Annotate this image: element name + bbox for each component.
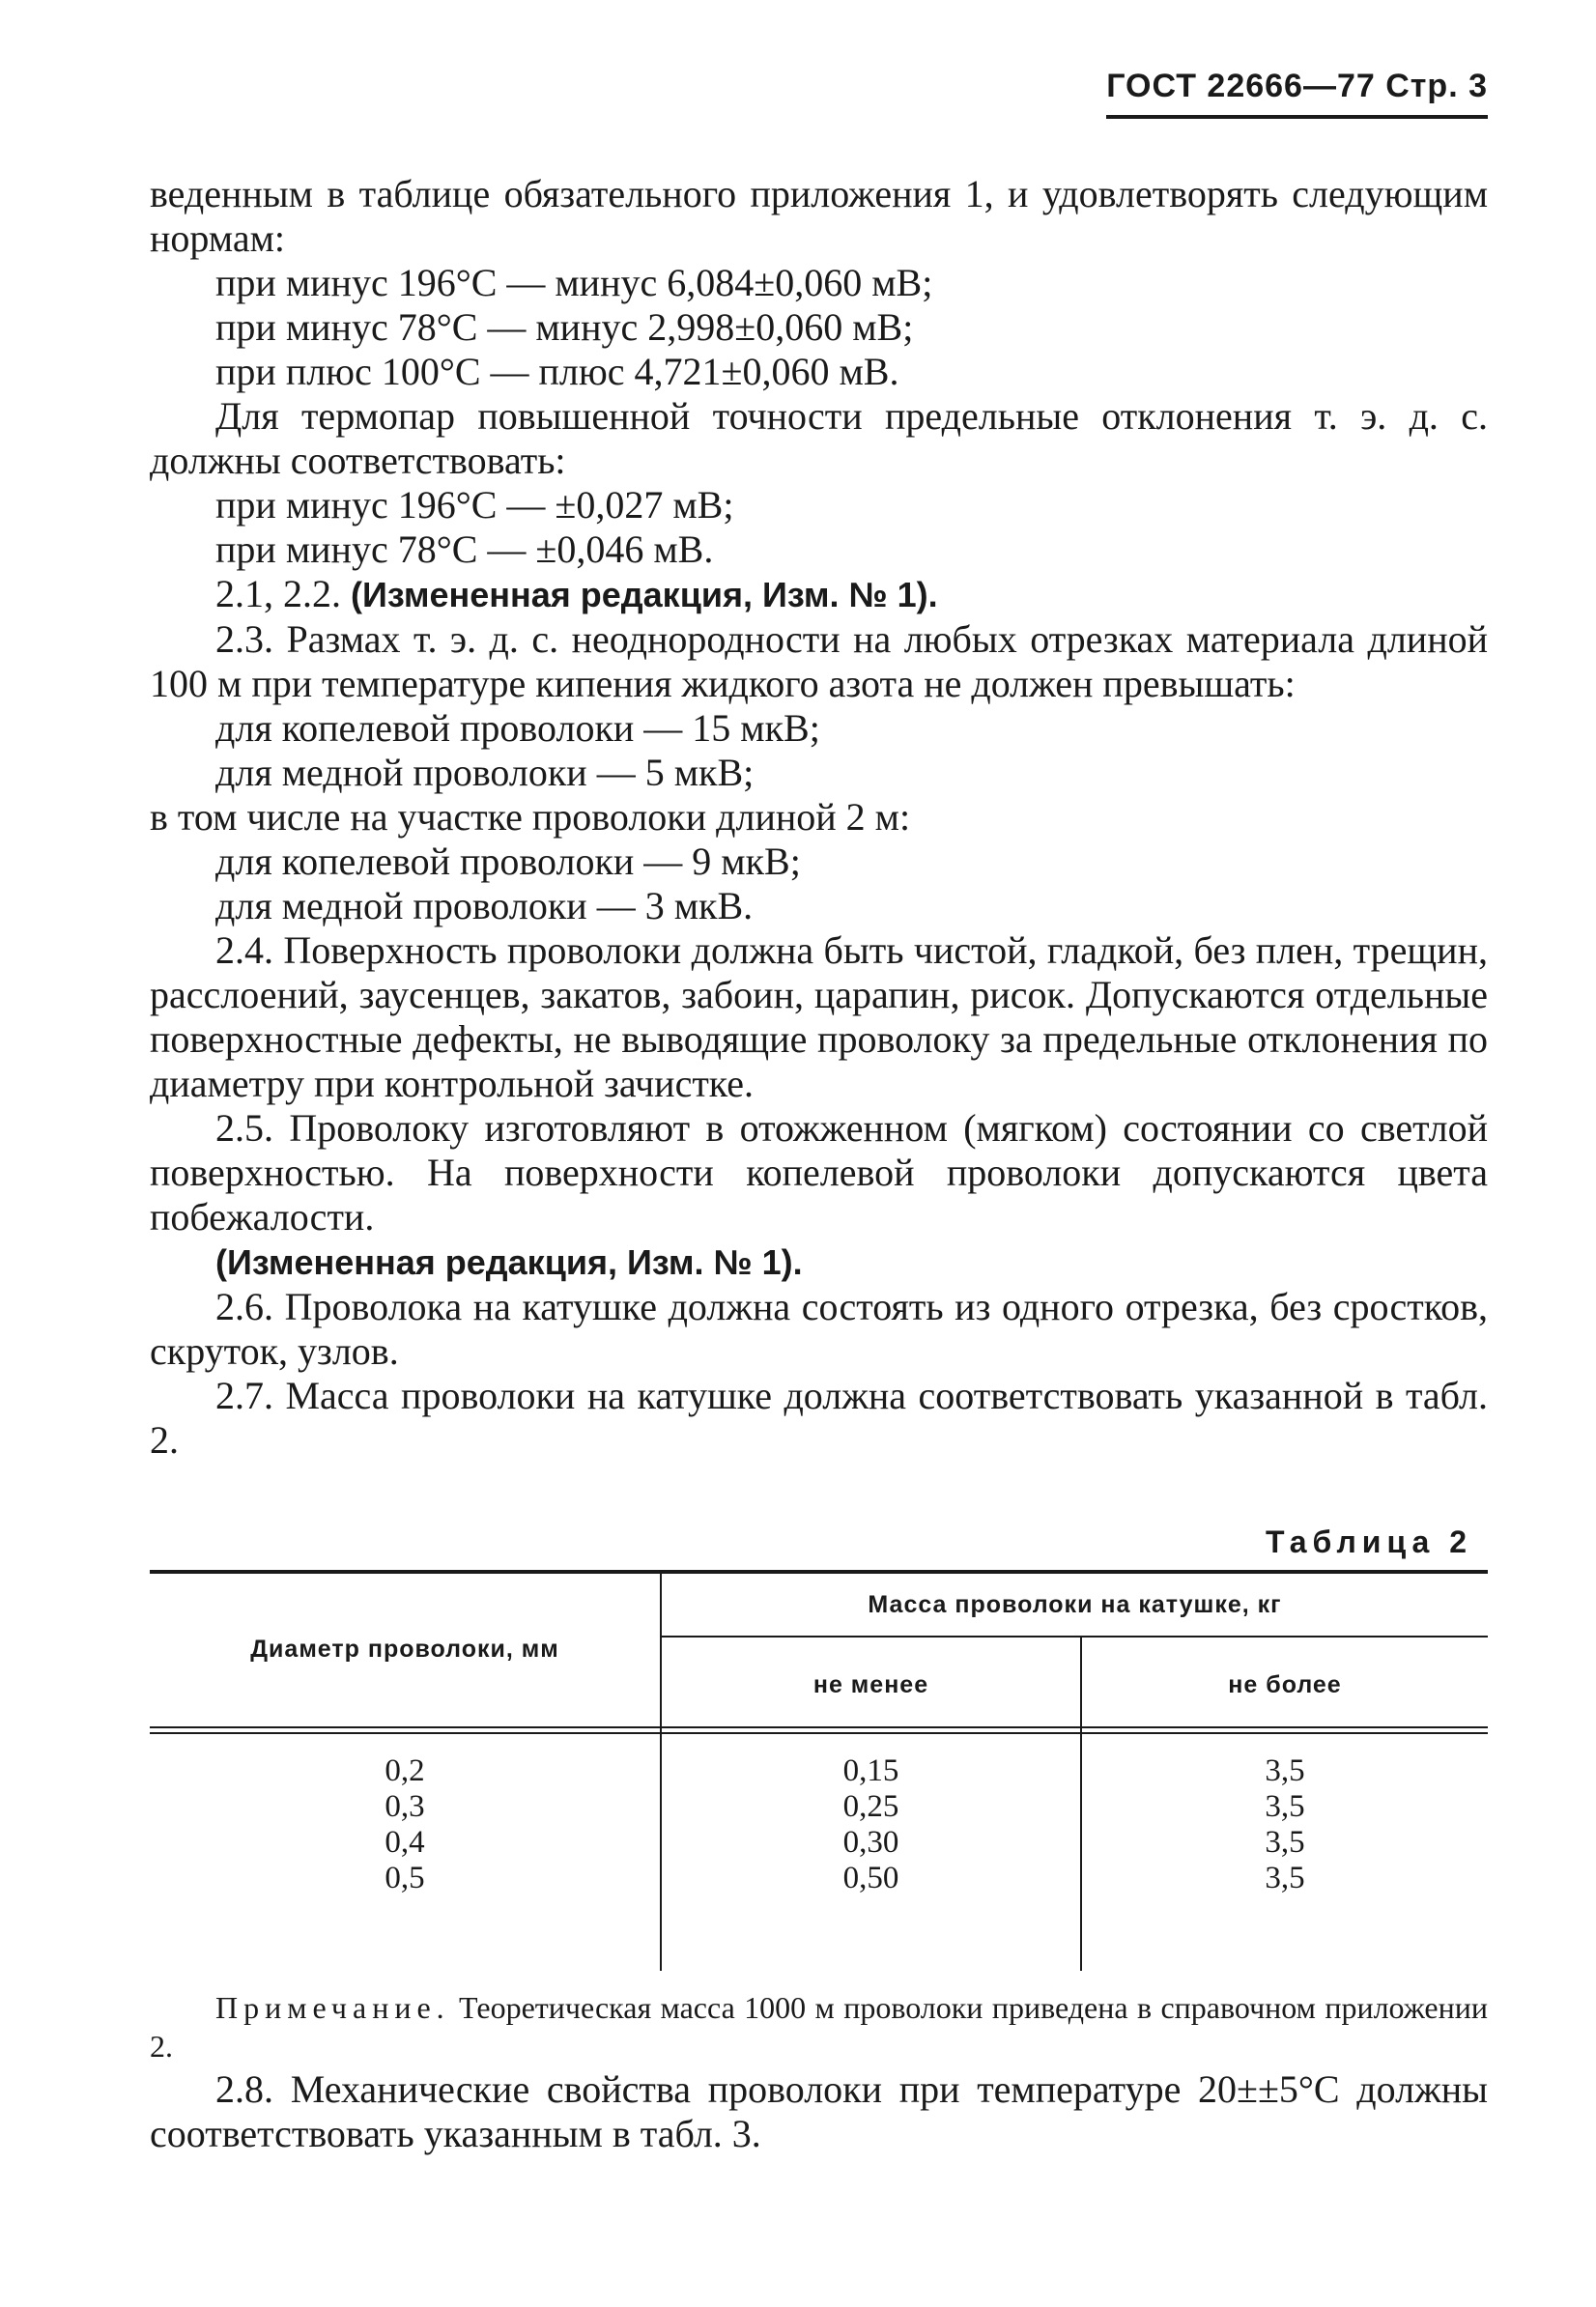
table-cell: 0,4 [385, 1825, 425, 1860]
table-cell: 0,2 [385, 1753, 425, 1788]
norm-line: для медной проволоки — 5 мкВ; [215, 751, 755, 794]
col1-header: Диаметр проволоки, мм [250, 1636, 559, 1663]
col3-header: не более [1228, 1671, 1342, 1698]
header-group-rule [662, 1636, 1488, 1638]
table-cell: 0,5 [385, 1861, 425, 1895]
edition-note [150, 572, 1488, 617]
paragraph: 2.8. Механические свойства проволоки при температуре 20±±5°С должны соответствовать указанным в табл. 3. [150, 2067, 1488, 2155]
table-cell: 0,50 [842, 1861, 899, 1895]
page-header: ГОСТ 22666—77 Стр. 3 [1106, 68, 1488, 119]
paragraph: в том числе на участке проволоки длиной 2 м: [150, 795, 911, 839]
paragraph: 2.4. Поверхность проволоки должна быть чистой, гладкой, без плен, трещин, расслоений, заусенцев, закатов, забоин, царапин, рисок. Допускаются отдельные поверхностные дефекты, не выводящие проволоку за предельные отклонения по диаметру при контрольной зачистке. [150, 928, 1488, 1105]
table-cell: 0,30 [842, 1825, 899, 1860]
table-top-rule [150, 1570, 1488, 1574]
norm-line: для копелевой проволоки — 15 мкВ; [215, 706, 820, 750]
table-cell: 0,3 [385, 1789, 425, 1824]
paragraph: Для термопар повышенной точности предельные отклонения т. э. д. с. должны соответствовать: [150, 394, 1488, 482]
norm-line: для медной проволоки — 3 мкВ. [215, 884, 754, 927]
table-cell: 3,5 [1265, 1825, 1305, 1860]
table-cell: 0,15 [842, 1753, 899, 1788]
norm-line: при плюс 100°С — плюс 4,721±0,060 мВ. [215, 350, 899, 393]
note-text: Теоретическая масса 1000 м проволоки приведена в справочном приложении 2. [150, 1990, 1489, 2064]
mass-table [150, 1570, 1488, 1971]
norm-line: при минус 78°С — ±0,046 мВ. [215, 527, 714, 571]
note-label: Примечание. [215, 1990, 450, 2025]
norm-line: при минус 196°С — ±0,027 мВ; [215, 483, 734, 527]
table-cell: 0,25 [842, 1789, 899, 1824]
edition-prefix: 2.1, 2.2. [215, 572, 341, 615]
header-rule-1 [150, 1726, 1488, 1728]
table-caption: Таблица 2 [1265, 1524, 1472, 1559]
table-cell: 3,5 [1265, 1789, 1305, 1824]
edition-label: (Измененная редакция, Изм. № 1). [351, 575, 938, 614]
table-note [150, 1988, 1488, 2065]
norm-line: при минус 196°С — минус 6,084±0,060 мВ; [215, 261, 933, 304]
edition-note [150, 1239, 1488, 1285]
col-max [1082, 1753, 1488, 1896]
paragraph: 2.5. Проволоку изготовляют в отожженном (мягком) состоянии со светлой поверхностью. На поверхности копелевой проволоки допускаются цвета побежалости. [150, 1106, 1488, 1239]
col2-header: не менее [812, 1671, 929, 1698]
col-min [662, 1753, 1080, 1896]
col-diameter [150, 1753, 660, 1896]
paragraph: 2.3. Размах т. э. д. с. неоднородности на любых отрезках материала длиной 100 м при температуре кипения жидкого азота не должен превышать: [150, 617, 1488, 705]
group-header: Масса проволоки на катушке, кг [868, 1591, 1282, 1618]
edition-label: (Измененная редакция, Изм. № 1). [215, 1242, 803, 1282]
tail-text [150, 2067, 1488, 2156]
main-text [150, 172, 1488, 1463]
paragraph: веденным в таблице обязательного приложения 1, и удовлетворять следующим нормам: [150, 172, 1488, 260]
table-cell: 3,5 [1265, 1861, 1305, 1895]
header-rule-2 [150, 1732, 1488, 1734]
note-paragraph [150, 1988, 1488, 2065]
norm-line: при минус 78°С — минус 2,998±0,060 мВ; [215, 305, 914, 349]
table-cell: 3,5 [1265, 1753, 1305, 1788]
paragraph: 2.6. Проволока на катушке должна состоять из одного отрезка, без сростков, скруток, узлов. [150, 1285, 1488, 1373]
norm-line: для копелевой проволоки — 9 мкВ; [215, 840, 801, 883]
paragraph: 2.7. Масса проволоки на катушке должна соответствовать указанной в табл. 2. [150, 1374, 1488, 1462]
